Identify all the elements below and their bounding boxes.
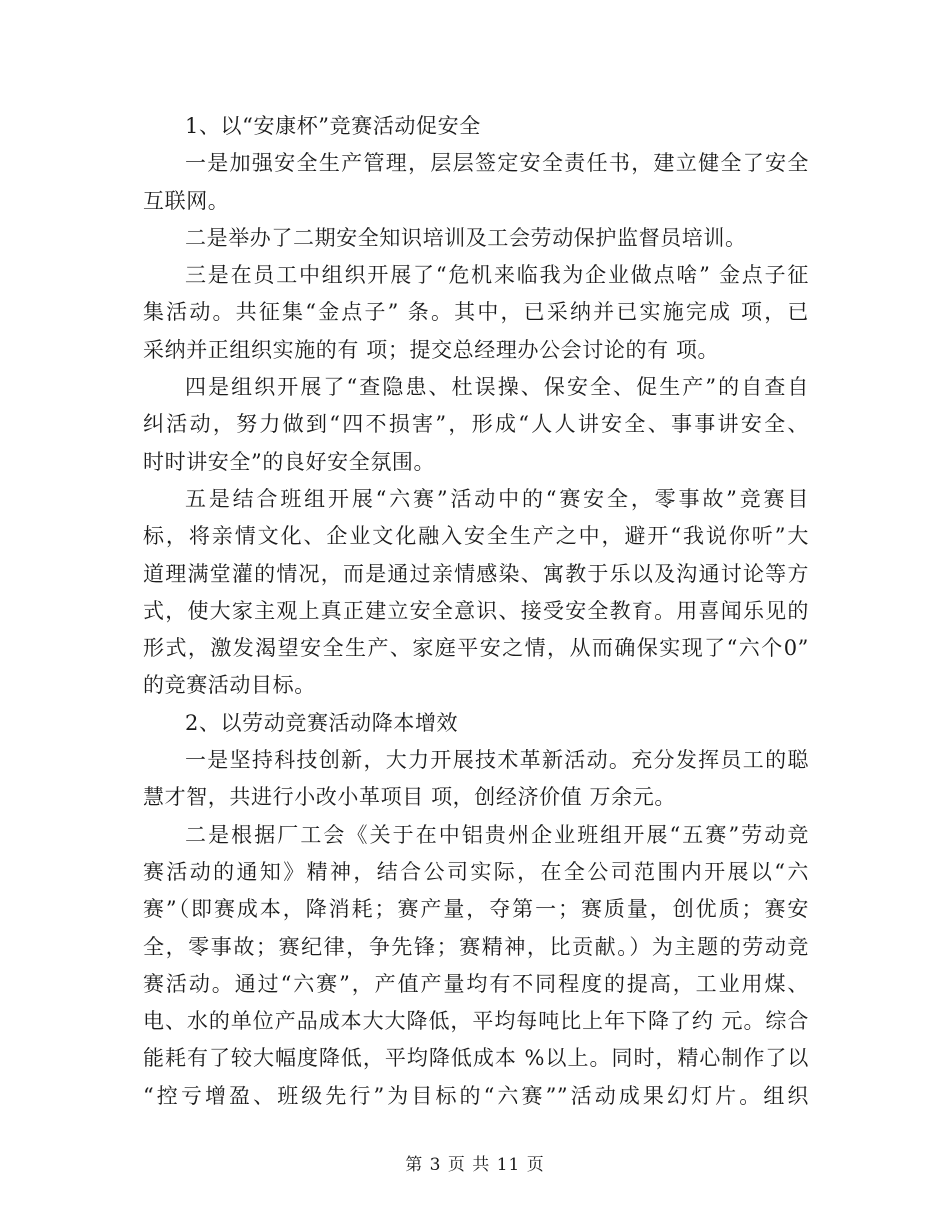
- document-body: [143, 108, 809, 1115]
- paragraph-line: 一是加强安全生产管理，层层签定安全责任书，建立健全了安全: [185, 151, 809, 176]
- section-heading-2: 2、以劳动竞赛活动降本增效: [185, 710, 459, 735]
- page-number-footer: 第 3 页 共 11 页: [405, 1155, 545, 1175]
- paragraph-line: 四是组织开展了“查隐患、杜误操、保安全、促生产”的自查自: [185, 375, 809, 400]
- paragraph-line: 能耗有了较大幅度降低，平均降低成本 %以上。同时，精心制作了以: [143, 1046, 809, 1071]
- paragraph-line: 慧才智，共进行小改小革项目 项，创经济价值 万余元。: [143, 785, 676, 810]
- paragraph-line: 赛活动的通知》精神，结合公司实际，在全公司范围内开展以“六: [143, 859, 809, 884]
- paragraph-line: 标，将亲情文化、企业文化融入安全生产之中，避开“我说你听”大: [143, 524, 809, 549]
- paragraph-line: 一是坚持科技创新，大力开展技术革新活动。充分发挥员工的聪: [185, 748, 809, 773]
- paragraph-line: 互联网。: [143, 188, 230, 213]
- paragraph-line: 集活动。共征集“金点子” 条。其中，已采纳并已实施完成 项，已: [143, 300, 809, 325]
- paragraph-line: 二是根据厂工会《关于在中铝贵州企业班组开展“五赛”劳动竞: [185, 822, 809, 847]
- paragraph-line: 时时讲安全”的良好安全氛围。: [143, 449, 436, 474]
- paragraph-line: 式，使大家主观上真正建立安全意识、接受安全教育。用喜闻乐见的: [143, 598, 809, 623]
- paragraph-line: 赛活动。通过“六赛”，产值产量均有不同程度的提高，工业用煤、: [143, 971, 809, 996]
- paragraph-line: 赛”（即赛成本，降消耗；赛产量，夺第一；赛质量，创优质；赛安: [143, 897, 809, 922]
- paragraph-line: 纠活动，努力做到“四不损害”，形成“人人讲安全、事事讲安全、: [143, 412, 809, 437]
- paragraph-line: 的竞赛活动目标。: [143, 673, 316, 698]
- paragraph-line: 全，零事故；赛纪律，争先锋；赛精神，比贡献。）为主题的劳动竞: [143, 934, 809, 959]
- paragraph-line: 道理满堂灌的情况，而是通过亲情感染、寓教于乐以及沟通讨论等方: [143, 561, 809, 586]
- paragraph-line: 电、水的单位产品成本大大降低，平均每吨比上年下降了约 元。综合: [143, 1009, 809, 1034]
- paragraph-line: 五是结合班组开展“六赛”活动中的“赛安全，零事故”竞赛目: [185, 486, 809, 511]
- paragraph-line: 二是举办了二期安全知识培训及工会劳动保护监督员培训。: [185, 225, 747, 250]
- paragraph-line: 形式，激发渴望安全生产、家庭平安之情，从而确保实现了“六个0”: [143, 636, 809, 661]
- paragraph-line: 三是在员工中组织开展了“危机来临我为企业做点啥” 金点子征: [185, 263, 809, 288]
- section-heading-1: 1、以“安康杯”竞赛活动促安全: [185, 114, 481, 138]
- paragraph-line: “控亏增盈、班级先行”为目标的“六赛””活动成果幻灯片。组织: [143, 1083, 809, 1108]
- paragraph-line: 采纳并正组织实施的有 项；提交总经理办公会讨论的有 项。: [143, 337, 720, 362]
